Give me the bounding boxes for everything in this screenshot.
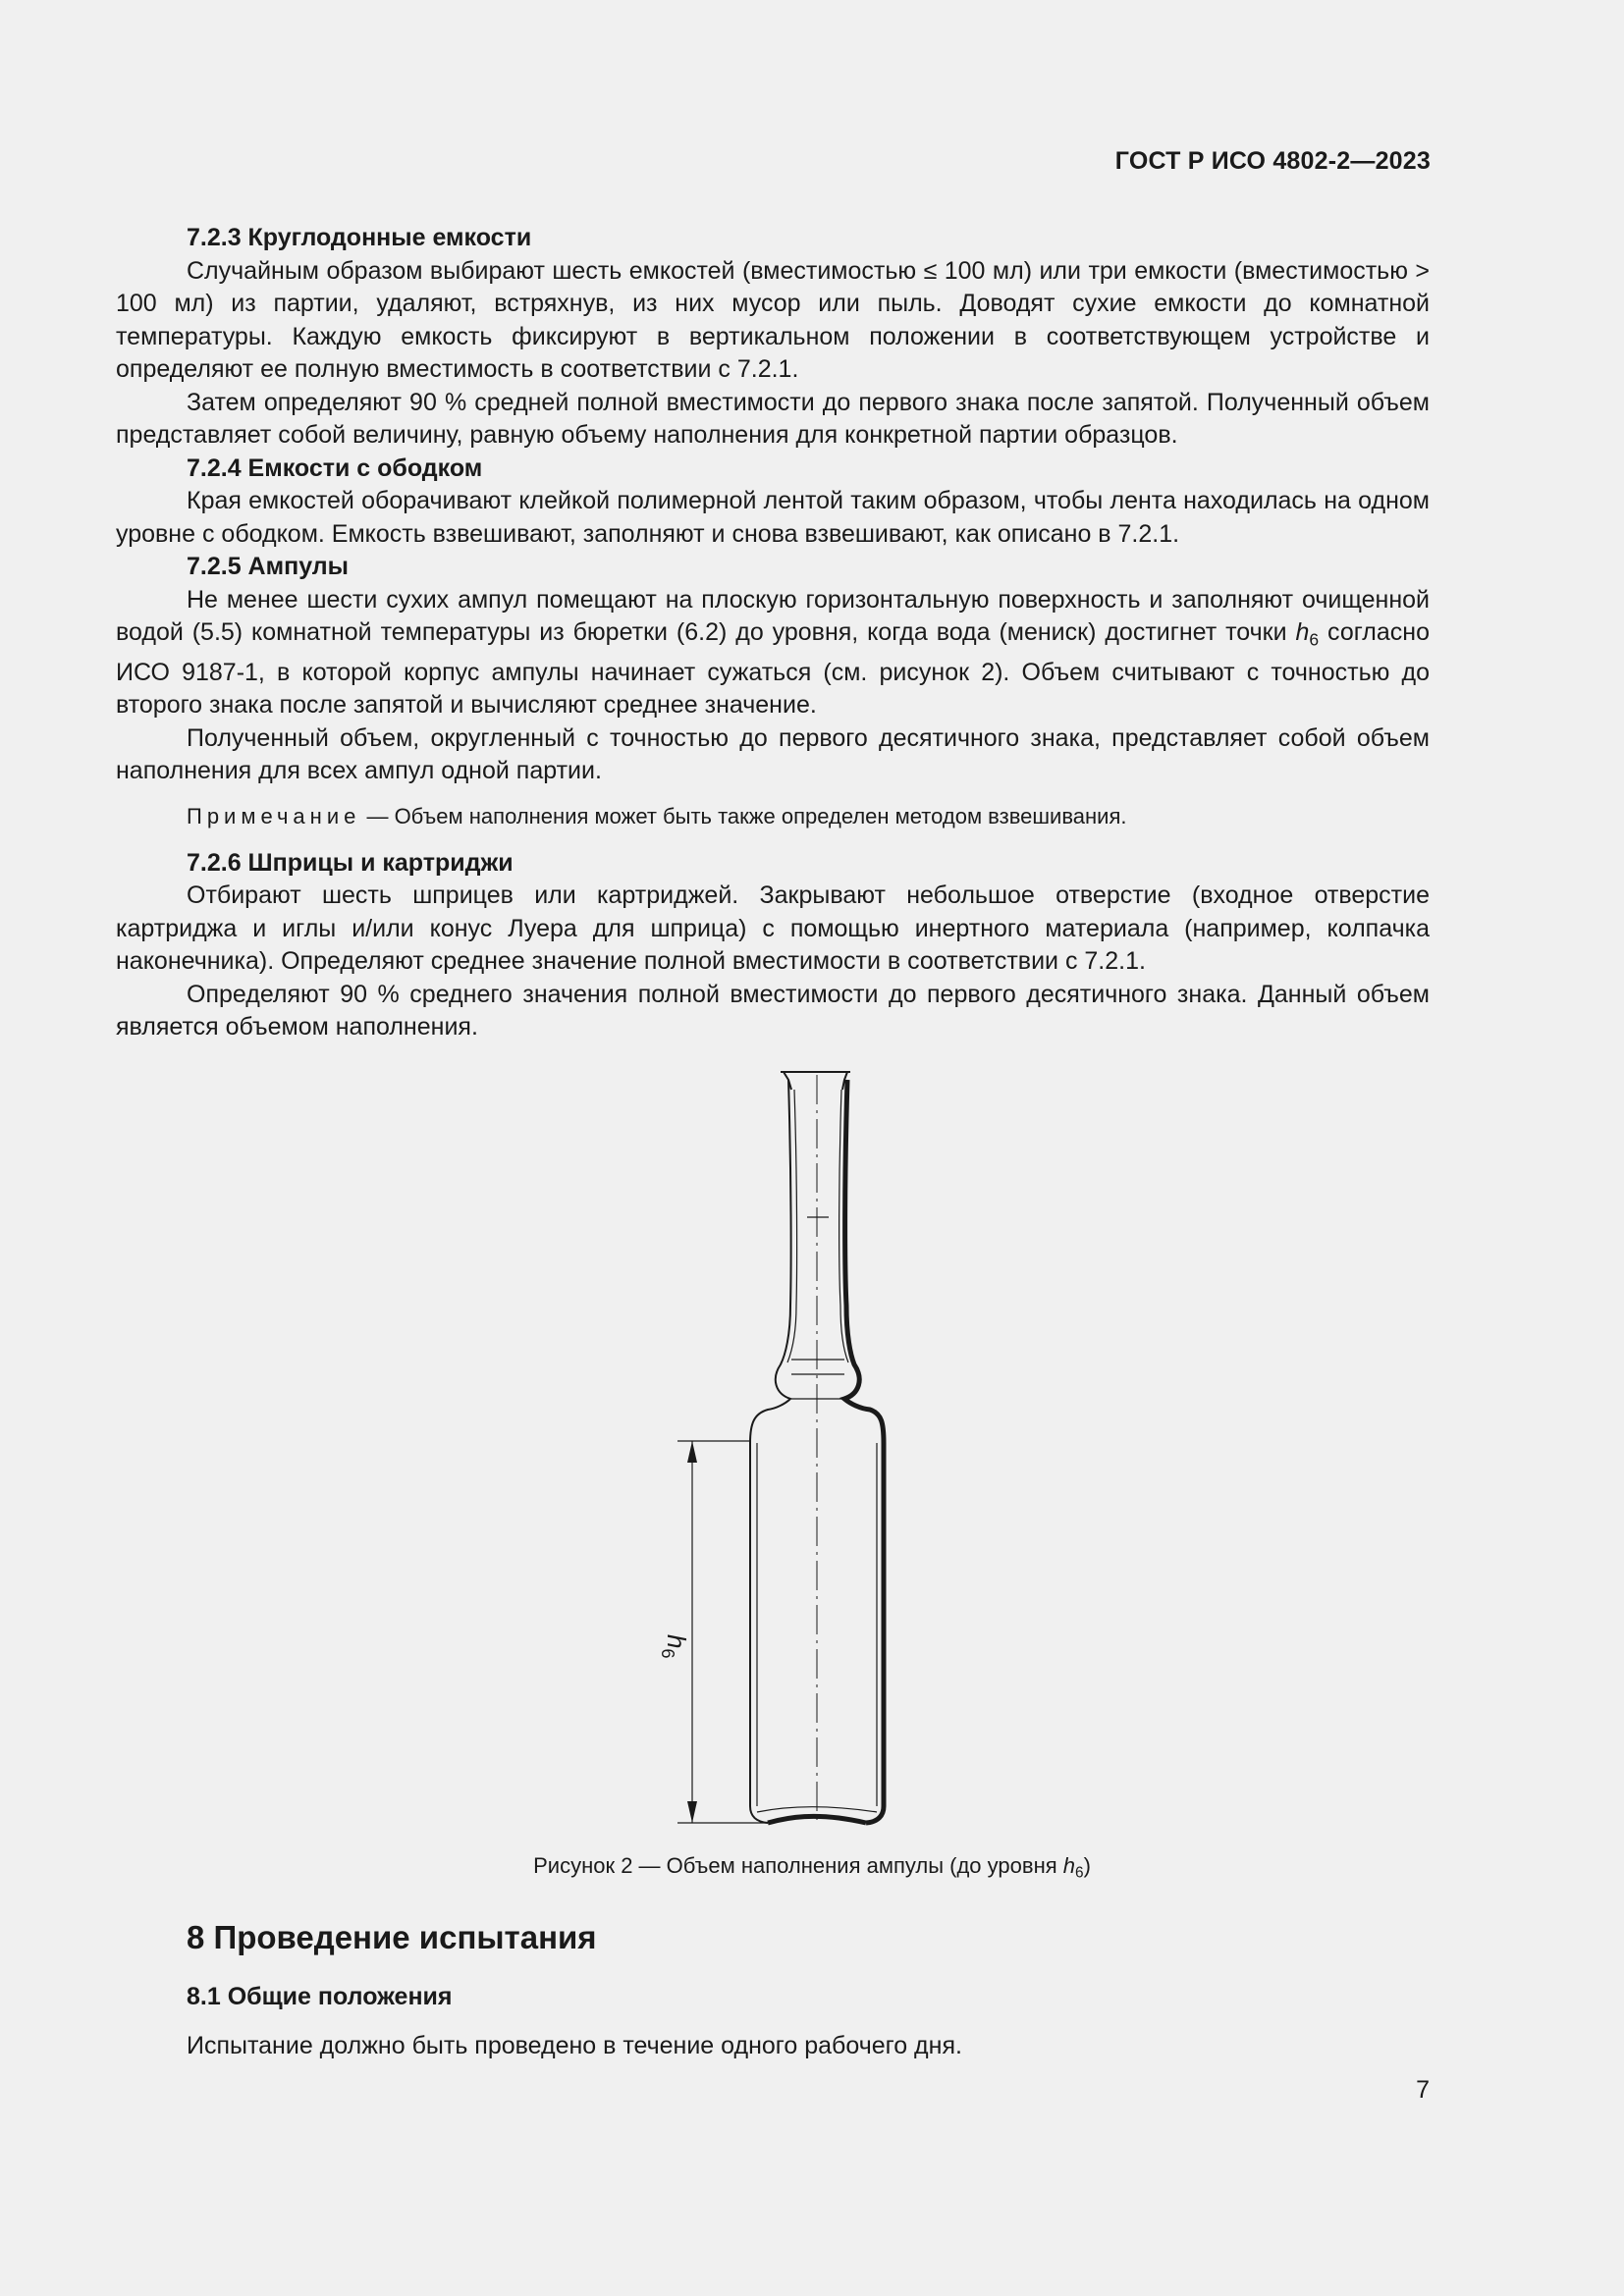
dimension-label: $h_6$ — [658, 1634, 691, 1659]
note — [116, 802, 1430, 831]
document-header: ГОСТ Р ИСО 4802-2—2023 — [1114, 147, 1431, 175]
figure-caption: Рисунок 2 — Объем наполнения ампулы (до уровня $h_6$) — [533, 1853, 1091, 1882]
section-7-2-4-title: 7.2.4 Емкости с ободком — [187, 454, 483, 482]
main-text — [116, 222, 1430, 1044]
page-number: 7 — [1416, 2076, 1430, 2104]
section-7-2-5-title: 7.2.5 Ампулы — [187, 553, 350, 580]
note-label: Примечание — [187, 803, 361, 828]
section-7-2-4-paragraph-1: Края емкостей оборачивают клейкой полимерной лентой таким образом, чтобы лента находилась на одном уровне с ободком. Емкость взвешивают, заполняют и снова взвешивают, как описано в 7.2.1. — [116, 487, 1430, 548]
section-7-2-5-paragraph-2: Полученный объем, округленный с точностью до первого десятичного знака, представляет собой объем наполнения для всех ампул одной партии. — [116, 723, 1430, 785]
note-text: — Объем наполнения может быть также определен методом взвешивания. — [360, 803, 1127, 828]
section-7-2-6-title: 7.2.6 Шприцы и картриджи — [187, 848, 514, 877]
section-8-title: 8 Проведение испытания — [187, 1919, 597, 1955]
section-7-2-3-title: 7.2.3 Круглодонные емкости — [187, 224, 532, 251]
section-7-2-5-paragraph-1: Не менее шести сухих ампул помещают на плоскую горизонтальную поверхность и заполняют очищенной водой (5.5) комнатной температуры из бюретки (6.2) до уровня, когда вода (мениск) достигнет точки $h_6$ согласно ИСО 9187-1, в которой корпус ампулы начинает сужаться (см. рисунок 2). Объем считывают с точностью до второго знака после запятой и вычисляют среднее значение. — [116, 585, 1430, 720]
section-8-1-paragraph: Испытание должно быть проведено в течение одного рабочего дня. — [187, 2032, 962, 2059]
section-7-2-6-paragraph-1: Отбирают шесть шприцев или картриджей. Закрывают небольшое отверстие (входное отверстие картриджа и иглы и/или конус Луера для шприца) с помощью инертного материала (например, колпачка наконечника). Определяют среднее значение полной вместимости в соответствии с 7.2.1. — [116, 881, 1430, 976]
section-7-2-6-paragraph-2: Определяют 90 % среднего значения полной вместимости до первого десятичного знака. Данный объем является объемом наполнения. — [116, 980, 1430, 1041]
ampoule-drawing — [0, 1050, 1624, 1895]
section-8-1-title: 8.1 Общие положения — [187, 1983, 453, 2010]
section-7-2-3-paragraph-2: Затем определяют 90 % средней полной вместимости до первого знака после запятой. Полученный объем представляет собой величину, равную объему наполнения для конкретной партии образцов. — [116, 388, 1430, 449]
figure-2-ampoule — [0, 1050, 1624, 1895]
section-7-2-3-paragraph-1: Случайным образом выбирают шесть емкостей (вместимостью ≤ 100 мл) или три емкости (вместимостью > 100 мл) из партии, удаляют, встряхнув, из них мусор или пыль. Доводят сухие емкости до комнатной температуры. Каждую емкость фиксируют в вертикальном положении в соответствующем устройстве и определяют ее полную вместимость в соответствии с 7.2.1. — [116, 256, 1430, 383]
